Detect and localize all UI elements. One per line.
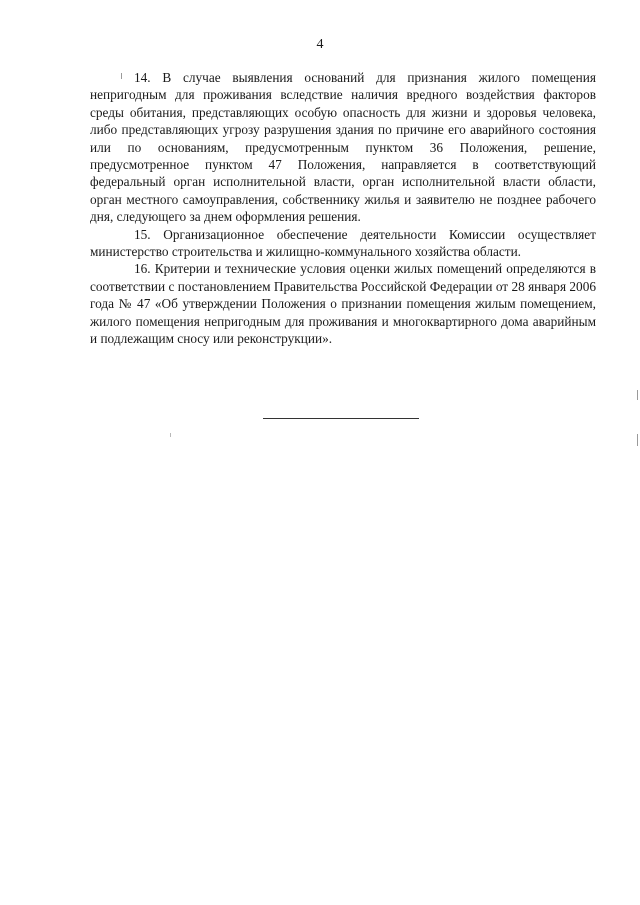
paragraph-16: 16. Критерии и технические условия оценки жилых помещений определяются в соответствии с постановлением Правительства Российской Федерации от 28 января 2006 года № 47 «Об утверждении Положения о признании помещения жилым помещением, жилого помещения непригодным для проживания и многоквартирного дома аварийным и подлежащим сносу или реконструкции». xyxy=(90,261,596,347)
scan-artifact-mark xyxy=(637,390,638,400)
document-body xyxy=(90,69,596,348)
scan-artifact-mark xyxy=(170,433,171,437)
paragraph-15: 15. Организационное обеспечение деятельности Комиссии осуществляет министерство строительства и жилищно-коммунального хозяйства области. xyxy=(90,226,596,260)
end-of-text-rule xyxy=(263,418,419,419)
scan-artifact-mark xyxy=(637,434,638,446)
paragraph-14: 14. В случае выявления оснований для признания жилого помещения непригодным для проживания вследствие наличия вредного воздействия факторов среды обитания, представляющих особую опасность для жизни и здоровья человека, либо представляющих угрозу разрушения здания по причине его аварийного состояния или по основаниям, предусмотренным пунктом 36 Положения, решение, предусмотренное пунктом 47 Положения, направляется в соответствующий федеральный орган исполнительной власти, орган исполнительной власти области, орган местного самоуправления, собственнику жилья и заявителю не позднее рабочего дня, следующего за днем оформления решения. xyxy=(90,70,596,225)
page-number: 4 xyxy=(316,37,324,52)
scan-artifact-mark xyxy=(121,73,122,79)
